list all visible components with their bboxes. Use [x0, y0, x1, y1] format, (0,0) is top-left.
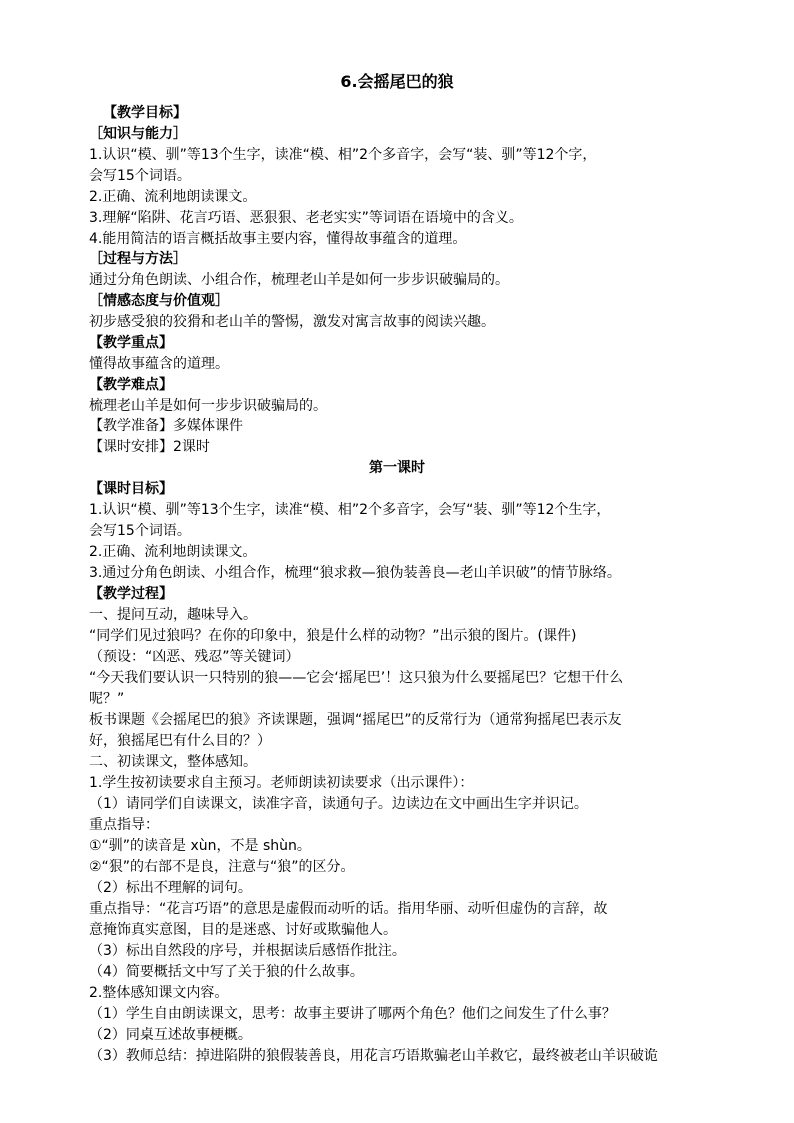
- paragraph-line: ①“驯”的读音是 xùn，不是 shùn。: [89, 838, 311, 854]
- section-heading-schedule: 【课时安排】2课时: [89, 439, 210, 455]
- paragraph-line: 意掩饰真实意图，目的是迷惑、讨好或欺骗他人。: [89, 922, 397, 938]
- paragraph-line: 重点指导：“花言巧语”的意思是虚假而动听的话。指用华丽、动听但虚伪的言辞，故: [89, 901, 608, 917]
- paragraph-line: 2.正确、流利地朗读课文。: [89, 189, 257, 205]
- paragraph-line: 1.认识“模、驯”等13个生字，读准“模、相”2个多音字，会写“装、驯”等12个生字，: [89, 502, 611, 518]
- paragraph-line: （3）标出自然段的序号，并根据读后感悟作批注。: [89, 943, 406, 959]
- step-heading: 一、提问互动，趣味导入。: [89, 607, 257, 623]
- paragraph-line: ②“狠”的右部不是良，注意与“狼”的区分。: [89, 859, 355, 875]
- subheading-process-method: ［过程与方法］: [89, 251, 187, 267]
- section-heading-difficulty: 【教学难点】: [89, 377, 173, 393]
- subheading-knowledge-ability: ［知识与能力］: [89, 126, 187, 142]
- paragraph-line: 4.能用简洁的语言概括故事主要内容，懂得故事蕴含的道理。: [89, 231, 467, 247]
- paragraph-line: “同学们见过狼吗？在你的印象中，狼是什么样的动物？”出示狼的图片。(课件): [89, 628, 577, 644]
- document-title: 6.会摇尾巴的狼: [340, 72, 454, 91]
- paragraph-line: 重点指导：: [89, 817, 159, 833]
- paragraph-line: 懂得故事蕴含的道理。: [89, 356, 229, 372]
- subheading-emotion-values: ［情感态度与价值观］: [89, 293, 229, 309]
- step-heading: 二、初读课文，整体感知。: [89, 754, 257, 770]
- paragraph-line: 梳理老山羊是如何一步步识破骗局的。: [89, 398, 327, 414]
- section-heading-teaching-goals: 【教学目标】: [103, 105, 187, 121]
- paragraph-line: 1.学生按初读要求自主预习。老师朗读初读要求（出示课件）：: [89, 775, 474, 791]
- paragraph-line: （2）标出不理解的词句。: [89, 880, 252, 896]
- section-heading-teaching-process: 【教学过程】: [89, 586, 173, 602]
- paragraph-line: （1）请同学们自读课文，读准字音，读通句子。边读边在文中画出生字并识记。: [89, 796, 588, 812]
- paragraph-line: （预设：“凶恶、残忍”等关键词）: [89, 649, 300, 665]
- paragraph-line: （1）学生自由朗读课文，思考：故事主要讲了哪两个角色？他们之间发生了什么事？: [89, 1006, 616, 1022]
- paragraph-line: “今天我们要认识一只特别的狼——它会‘摇尾巴’！这只狼为什么要摇尾巴？它想干什么: [89, 670, 624, 686]
- paragraph-line: （3）教师总结：掉进陷阱的狼假装善良，用花言巧语欺骗老山羊救它，最终被老山羊识破诡: [89, 1048, 658, 1064]
- paragraph-line: （2）同桌互述故事梗概。: [89, 1027, 252, 1043]
- paragraph-line: 3.理解“陷阱、花言巧语、恶狠狠、老老实实”等词语在语境中的含义。: [89, 210, 523, 226]
- paragraph-line: （4）简要概括文中写了关于狼的什么故事。: [89, 964, 364, 980]
- section-heading-lesson-goals: 【课时目标】: [89, 481, 173, 497]
- paragraph-line: 2.正确、流利地朗读课文。: [89, 544, 257, 560]
- paragraph-line: 好，狼摇尾巴有什么目的？）: [89, 733, 271, 749]
- paragraph-line: 会写15个词语。: [89, 523, 191, 539]
- paragraph-line: 3.通过分角色朗读、小组合作，梳理“狼求救—狼伪装善良—老山羊识破”的情节脉络。: [89, 565, 621, 581]
- paragraph-line: 呢？”: [89, 691, 125, 707]
- paragraph-line: 板书课题《会摇尾巴的狼》齐读课题，强调“摇尾巴”的反常行为（通常狗摇尾巴表示友: [89, 712, 622, 728]
- paragraph-line: 通过分角色朗读、小组合作，梳理老山羊是如何一步步识破骗局的。: [89, 272, 509, 288]
- paragraph-line: 2.整体感知课文内容。: [89, 985, 229, 1001]
- paragraph-line: 1.认识“模、驯”等13个生字，读准“模、相”2个多音字，会写“装、驯”等12个字，: [89, 147, 597, 163]
- paragraph-line: 会写15个词语。: [89, 168, 191, 184]
- paragraph-line: 初步感受狼的狡猾和老山羊的警惕，激发对寓言故事的阅读兴趣。: [89, 314, 495, 330]
- section-heading-preparation: 【教学准备】多媒体课件: [89, 418, 243, 434]
- section-heading-key-point: 【教学重点】: [89, 335, 173, 351]
- lesson-heading-first: 第一课时: [369, 460, 425, 476]
